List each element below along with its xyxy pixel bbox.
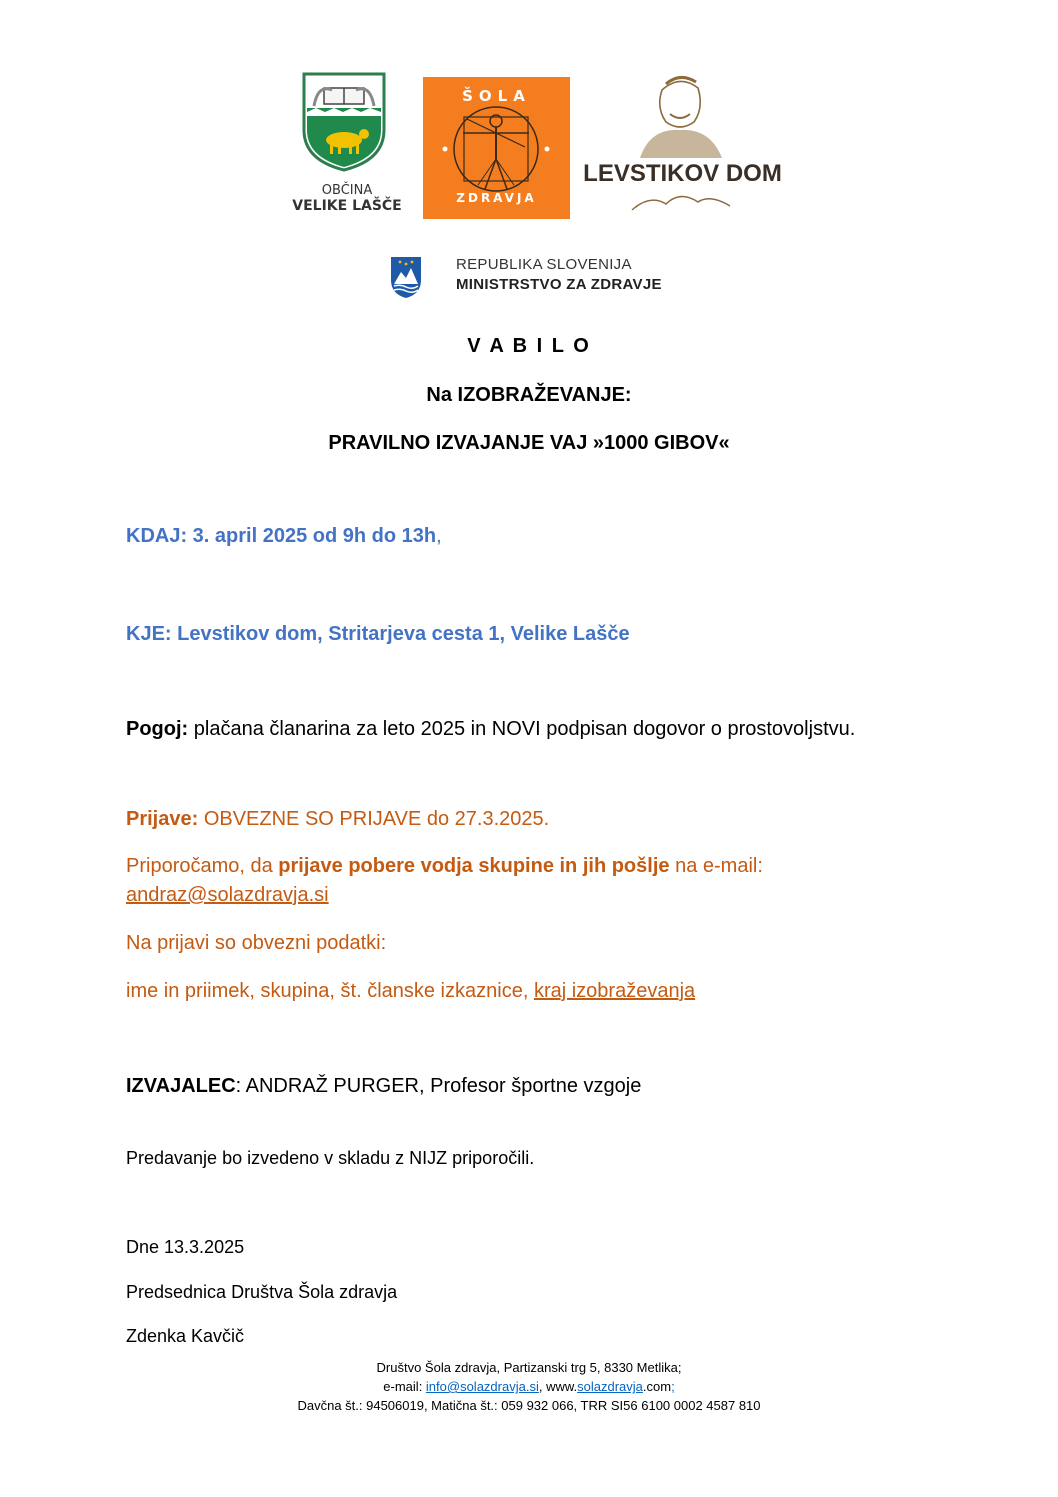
prijave-email-link[interactable]: andraz@solazdravja.si [126,884,329,906]
footer-email-prefix: e-mail: [383,1379,426,1394]
date-line: Dne 13.3.2025 [126,1237,245,1257]
footer-contact [0,1379,1058,1394]
footer-registry: Davčna št.: 94506019, Matična št.: 059 932 066, TRR SI56 6100 0002 4587 810 [297,1398,761,1413]
prijave-recommend-line [126,855,763,878]
recommend-pre: Priporočamo, da [126,855,279,877]
signer-name: Zdenka Kavčič [126,1326,245,1346]
subtitle-heading: Na IZOBRAŽEVANJE: [426,384,632,406]
footer-www-suffix: .com [642,1379,672,1394]
prijave-email-line [126,884,329,907]
prijave-line [126,808,549,831]
levstikov-dom-logo [570,70,795,222]
footer-www-prefix: , www. [538,1379,578,1394]
footer-semicolon-link[interactable]: ; [671,1379,675,1394]
footer-address: Društvo Šola zdravja, Partizanski trg 5, 8330 Metlika; [376,1360,682,1375]
slovenia-emblem-icon [388,254,424,300]
levstik-portrait-icon [570,70,795,222]
nijz-note: Predavanje bo izvedeno v skladu z NIJZ priporočili. [126,1148,535,1168]
kdaj-comma: , [436,525,442,547]
topic-heading: PRAVILNO IZVAJANJE VAJ »1000 GIBOV« [328,432,730,454]
pogoj-line [126,718,855,741]
pogoj-label: Pogoj: [126,718,189,740]
required-fields: ime in priimek, skupina, št. članske izkaznice, [126,980,534,1002]
vabilo-heading: V A B I L O [467,335,591,357]
recommend-bold: prijave pobere vodja skupine in jih pošlje [278,855,670,877]
prijave-label: Prijave: [126,808,199,830]
levstikov-dom-text: LEVSTIKOV DOM [583,160,782,187]
required-fields-line [126,980,695,1003]
kje-line: KJE: Levstikov dom, Stritarjeva cesta 1, Velike Lašče [126,623,630,645]
recommend-post: na e-mail: [669,855,763,877]
ministry-line1: REPUBLIKA SLOVENIJA [456,256,632,273]
izvajalec-text: : ANDRAŽ PURGER, Profesor športne vzgoje [235,1075,642,1097]
obcina-name-line2: VELIKE LAŠČE [292,198,402,214]
footer-www-link[interactable]: solazdravja [577,1379,643,1394]
prijave-text: OBVEZNE SO PRIJAVE do 27.3.2025. [198,808,550,830]
sola-zdravja-logo [423,77,570,219]
sola-bottom-text: ZDRAVJA [456,191,537,205]
obcina-name-line1: OBČINA [321,183,373,198]
pogoj-text: plačana članarina za leto 2025 in NOVI podpisan dogovor o prostovoljstvu. [188,718,856,740]
obcina-velike-lasce-logo [288,72,406,217]
izvajalec-line [126,1075,641,1098]
izvajalec-label: IZVAJALEC [126,1075,236,1097]
ministry-logo [388,252,678,302]
kdaj-text: KDAJ: 3. april 2025 od 9h do 13h [126,525,437,547]
required-label: Na prijavi so obvezni podatki: [126,932,387,954]
coat-of-arms-icon [288,72,406,172]
kraj-izobrazevanja-link[interactable]: kraj izobraževanja [533,980,696,1002]
footer-email-link[interactable]: info@solazdravja.si [425,1379,539,1394]
ministry-line2: MINISTRSTVO ZA ZDRAVJE [456,276,662,293]
kdaj-line [126,525,442,548]
signer-title: Predsednica Društva Šola zdravja [126,1282,398,1302]
sola-top-text: ŠOLA [462,87,531,105]
